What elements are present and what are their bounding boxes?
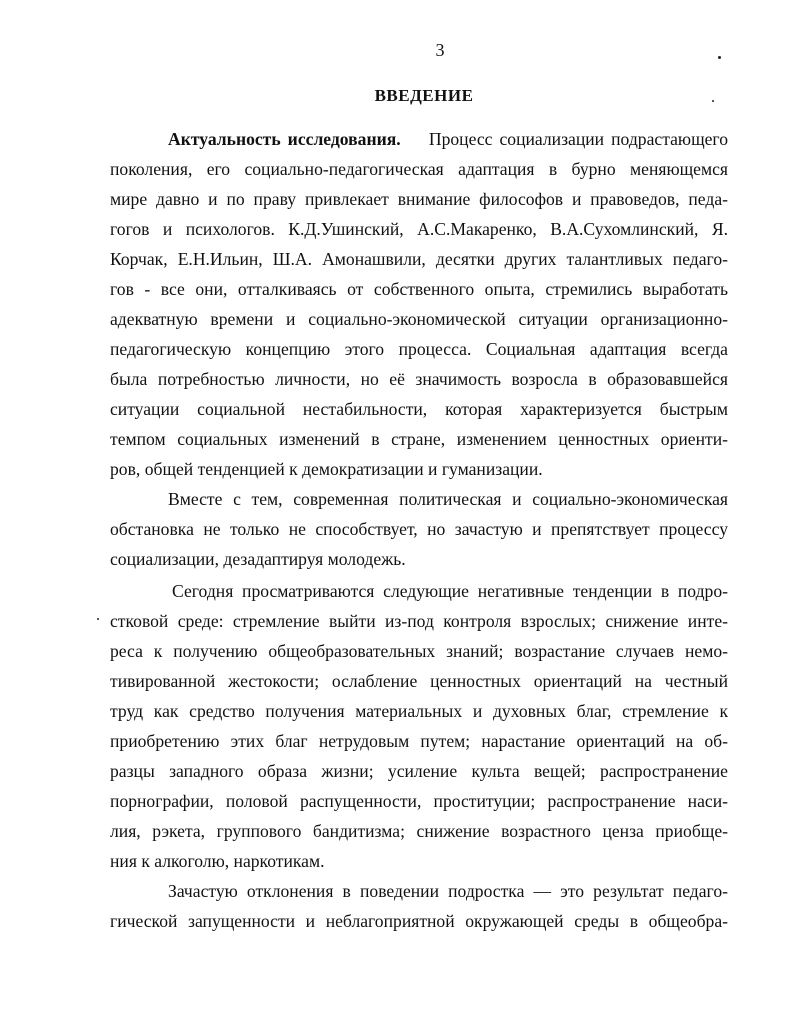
paragraph-3-line: реса к получению общеобразовательных знаний; возрастание случаев немо- xyxy=(110,641,728,661)
paragraph-1-line: темпом социальных изменений в стране, изменением ценностных ориенти- xyxy=(110,429,728,449)
scan-speck xyxy=(718,56,721,59)
paragraph-2-line: Вместе с тем, современная политическая и социально-экономическая xyxy=(168,489,728,509)
paragraph-1-line: Корчак, Е.Н.Ильин, Ш.А. Амонашвили, десятки других талантливых педаго- xyxy=(110,249,728,269)
paragraph-3-line: разцы западного образа жизни; усиление культа вещей; распространение xyxy=(110,761,728,781)
paragraph-1-line: педагогическую концепцию этого процесса. Социальная адаптация всегда xyxy=(110,339,728,359)
paragraph-1-line: ров, общей тенденцией к демократизации и гуманизации. xyxy=(110,459,543,479)
paragraph-2-line: социализации, дезадаптируя молодежь. xyxy=(110,549,406,569)
paragraph-1-line-1 xyxy=(110,128,728,150)
paragraph-1-line: ситуации социальной нестабильности, которая характеризуется быстрым xyxy=(110,399,728,419)
paragraph-3-line: лия, рэкета, группового бандитизма; снижение возрастного ценза приобще- xyxy=(110,821,728,841)
paragraph-3-line: ния к алкоголю, наркотикам. xyxy=(110,851,325,871)
paragraph-3-line: труд как средство получения материальных и духовных благ, стремление к xyxy=(110,701,728,721)
paragraph-3-line: стковой среде: стремление выйти из-под контроля взрослых; снижение инте- xyxy=(110,611,728,631)
paragraph-1-line: была потребностью личности, но её значимость возросла в образовавшейся xyxy=(110,369,728,389)
paragraph-1-line: гов - все они, отталкиваясь от собственного опыта, стремились выработать xyxy=(110,279,728,299)
paragraph-1-lead: Актуальность исследования. xyxy=(168,129,401,149)
paragraph-1-line: гогов и психологов. К.Д.Ушинский, А.С.Макаренко, В.А.Сухомлинский, Я. xyxy=(110,219,728,239)
paragraph-1-line-1-text: Процесс социализации подрастающего xyxy=(428,129,729,149)
paragraph-3-line: Сегодня просматриваются следующие негативные тенденции в подро- xyxy=(172,581,728,601)
paragraph-1-line: мире давно и по праву привлекает внимание философов и правоведов, педа- xyxy=(110,189,728,209)
page-number: 3 xyxy=(435,40,445,60)
paragraph-3-line: тивированной жестокости; ослабление ценностных ориентаций на честный xyxy=(110,671,728,691)
paragraph-1-line: поколения, его социально-педагогическая адаптация в бурно меняющемся xyxy=(110,159,728,179)
scan-speck xyxy=(97,618,99,620)
paragraph-3-line: порнографии, половой распущенности, проституции; распространение наси- xyxy=(110,791,728,811)
section-heading: ВВЕДЕНИЕ xyxy=(374,86,474,105)
scan-speck xyxy=(712,100,714,102)
paragraph-4-line: Зачастую отклонения в поведении подростка — это результат педаго- xyxy=(168,881,728,901)
paragraph-3-line: приобретению этих благ нетрудовым путем; нарастание ориентаций на об- xyxy=(110,731,728,751)
paragraph-1-line: адекватную времени и социально-экономической ситуации организационно- xyxy=(110,309,728,329)
paragraph-4-line: гической запущенности и неблагоприятной окружающей среды в общеобра- xyxy=(110,911,728,931)
paragraph-2-line: обстановка не только не способствует, но зачастую и препятствует процессу xyxy=(110,519,728,539)
